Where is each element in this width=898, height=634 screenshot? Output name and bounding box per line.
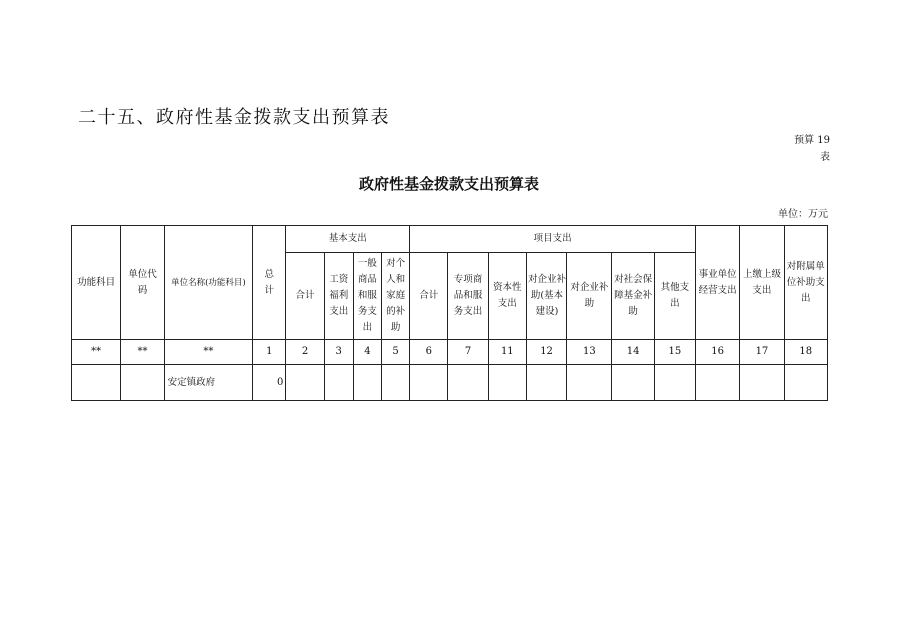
index-cell: ** (164, 340, 253, 365)
header-unit-code (121, 226, 164, 340)
row-value-cell (696, 365, 740, 401)
index-cell: 13 (567, 340, 612, 365)
row-value-cell (382, 365, 410, 401)
index-row (72, 340, 828, 365)
header-total (253, 226, 286, 340)
row-total: 0 (253, 365, 286, 401)
header-project-expenditure: 项目支出 (410, 226, 696, 253)
row-value-cell (567, 365, 612, 401)
form-number-line1: 预算 19 (794, 135, 830, 146)
header-subsidy-to-affiliated-units (784, 226, 827, 340)
row-value-cell (654, 365, 695, 401)
row-value-cell (612, 365, 654, 401)
header-general-goods-services (353, 253, 381, 340)
row-value-cell (353, 365, 381, 401)
header-payment-to-higher-level-text: 上缴上级支出 (742, 268, 781, 296)
header-operating-expenditure-text: 事业单位经营支出 (698, 268, 737, 296)
header-capital-expenditure-text: 资本性支出 (493, 282, 522, 309)
header-total-text: 总计 (264, 268, 275, 296)
index-cell: 5 (382, 340, 410, 365)
index-cell: 7 (448, 340, 488, 365)
index-cell: 6 (410, 340, 448, 365)
index-cell: 15 (654, 340, 695, 365)
index-cell: 17 (740, 340, 784, 365)
row-value-cell (526, 365, 566, 401)
header-unit-name: 单位名称(功能科目) (164, 226, 253, 340)
row-unit-code (121, 365, 164, 401)
form-number (788, 132, 830, 166)
header-basic-subtotal: 合计 (286, 253, 324, 340)
page-heading: 二十五、政府性基金拨款支出预算表 (78, 107, 390, 128)
unit-label: 单位：万元 (778, 209, 828, 220)
header-payment-to-higher-level (740, 226, 784, 340)
row-value-cell (410, 365, 448, 401)
header-row-group (72, 226, 828, 253)
header-wages-welfare (324, 253, 353, 340)
index-cell: 4 (353, 340, 381, 365)
index-cell: ** (72, 340, 121, 365)
index-cell: 14 (612, 340, 654, 365)
index-cell: 3 (324, 340, 353, 365)
header-basic-expenditure: 基本支出 (286, 226, 410, 253)
header-enterprise-subsidy-construction-text: 对企业补助(基本建设) (527, 274, 566, 317)
row-value-cell (784, 365, 827, 401)
row-value-cell (324, 365, 353, 401)
header-personal-family-subsidy (382, 253, 410, 340)
header-special-goods-services-text: 专项商品和服务支出 (453, 274, 483, 317)
header-capital-expenditure (488, 253, 526, 340)
header-unit-code-text: 单位代码 (128, 268, 157, 296)
header-func-subject: 功能科目 (72, 226, 121, 340)
header-enterprise-subsidy (567, 253, 612, 340)
row-value-cell (488, 365, 526, 401)
index-cell: 2 (286, 340, 324, 365)
index-cell: ** (121, 340, 164, 365)
header-other-expenditure-text: 其他支出 (660, 282, 690, 309)
header-wages-welfare-text: 工资福利支出 (329, 274, 349, 317)
header-operating-expenditure (696, 226, 740, 340)
row-unit-name: 安定镇政府 (164, 365, 253, 401)
header-personal-family-subsidy-text: 对个人和家庭的补助 (386, 258, 406, 333)
index-cell: 1 (253, 340, 286, 365)
header-enterprise-subsidy-text: 对企业补助 (570, 282, 609, 309)
index-cell: 16 (696, 340, 740, 365)
header-enterprise-subsidy-construction (526, 253, 566, 340)
index-cell: 11 (488, 340, 526, 365)
row-value-cell (448, 365, 488, 401)
index-cell: 12 (526, 340, 566, 365)
header-general-goods-services-text: 一般商品和服务支出 (357, 258, 377, 333)
header-project-subtotal: 合计 (410, 253, 448, 340)
header-special-goods-services (448, 253, 488, 340)
row-func-subject (72, 365, 121, 401)
row-value-cell (286, 365, 324, 401)
header-social-security-fund-subsidy (612, 253, 654, 340)
index-cell: 18 (784, 340, 827, 365)
header-subsidy-to-affiliated-units-text: 对附属单位补助支出 (786, 260, 825, 304)
budget-table (71, 225, 828, 401)
header-other-expenditure (654, 253, 695, 340)
form-number-line2: 表 (820, 152, 830, 163)
table-title: 政府性基金拨款支出预算表 (358, 175, 539, 193)
header-social-security-fund-subsidy-text: 对社会保障基金补助 (614, 274, 653, 317)
row-value-cell (740, 365, 784, 401)
table-row (72, 365, 828, 401)
